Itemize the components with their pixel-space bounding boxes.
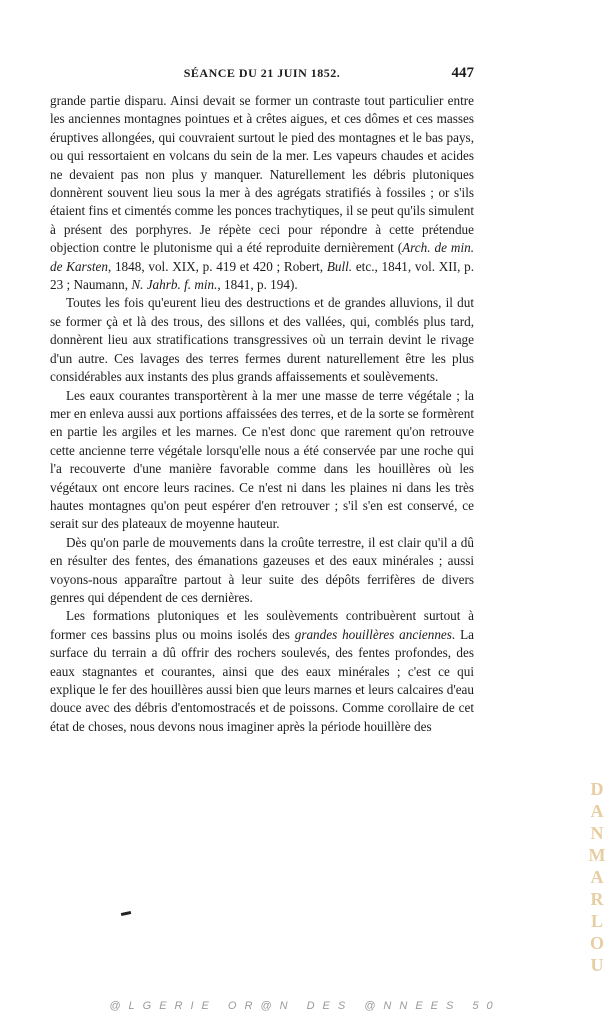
text-segment: . La surface du terrain a dû offrir des rochers soulevés, des fentes profondes, des eaux stagnantes et courantes, ainsi que des eaux minérales ; c'est ce qui explique le fer des houillères aussi bien que leurs marnes et leurs calcaires d'eau douce avec des débris d'entomostracés et de poissons. Comme corollaire de cet état de choses, nous devons nous imaginer après la période houillère des [50, 626, 474, 734]
paragraph [50, 92, 474, 294]
side-watermark: DANMARLOU [588, 779, 606, 975]
paragraph [50, 534, 474, 608]
ink-mark [121, 911, 131, 916]
text-segment: , 1848, vol. XIX, p. 419 et 420 ; Robert, [107, 258, 327, 274]
paragraph [50, 387, 474, 534]
page-header [50, 66, 474, 86]
text-segment: Les formations plutoniques et les soulèvements contribuèrent surtout à former ces bassins plus ou moins isolés des [50, 608, 474, 642]
paragraph [50, 294, 474, 386]
italic-reference: grandes houillères anciennes [294, 626, 452, 642]
text-segment: , 1841, p. 194). [217, 277, 298, 293]
text-segment: Toutes les fois qu'eurent lieu des destructions et de grandes alluvions, il dut se former çà et là des trous, des sillons et des vallées, qui, comblés plus tard, donnèrent lieu aux stratifications transgressives où un terrain devint le rivage d'un autre. Ces lavages des terres fermes durent naturellement être les plus considérables aux instants des plus grands affaissements et soulèvements. [50, 295, 474, 385]
italic-reference: Bull. [326, 258, 353, 274]
text-segment: etc., 1841, vol. XII, p. 23 ; Naumann, [50, 258, 474, 293]
text-segment: grande partie disparu. Ainsi devait se former un contraste tout particulier entre les anciennes montagnes pointues et à crêtes aigues, et ces dômes et ces masses éruptives allongées, qui couvraient surtout le pied des montagnes et le bas pays, ou qui ressortaient en volcans du sein de la mer. Les vapeurs chaudes et acides ne devaient pas non plus y manquer. Naturellement les débris plutoniques donnèrent souvent lieu sous la mer à des agrégats stratifiés à fossiles ; or s'ils étaient fins et cimentés comme les ponces trachytiques, il se peut qu'ils simulent à présent des porphyres. Je répète ceci pour répondre à cette prétendue objection contre le plutonisme qui a été reproduite dernièrement ( [50, 93, 474, 256]
italic-reference: N. Jahrb. f. min. [131, 277, 218, 293]
page-number: 447 [451, 65, 474, 81]
running-title: SÉANCE DU 21 JUIN 1852. [183, 66, 341, 80]
bottom-watermark: @LGERIE OR@N DES @NNEES 50 [109, 1000, 501, 1012]
text-segment: Dès qu'on parle de mouvements dans la croûte terrestre, il est clair qu'il a dû en résulter des fentes, des émanations gazeuses et des eaux minérales ; aussi voyons-nous apparaître partout à leur suite des dépôts ferrifères de divers genres qui dépendent de ces dernières. [50, 534, 474, 605]
italic-reference: Arch. de min. de Karsten [50, 240, 474, 274]
text-segment: Les eaux courantes transportèrent à la mer une masse de terre végétale ; la mer en enleva aussi aux portions affaissées des terres, et de la sorte se formèrent en partie les argiles et les marnes. Ce n'est donc que rarement qu'on retrouve cette ancienne terre végétale lorsqu'elle nous a été conservée par une roche qui l'a recouverte d'une manière favorable comme dans les houillères où les végétaux ont encore leurs racines. Ce n'est ni dans les plaines ni dans les très hautes montagnes qu'on peut espérer d'en retrouver ; s'il s'en est conservé, ce serait sur des plateaux de moyenne hauteur. [50, 387, 474, 532]
text-body [50, 92, 474, 736]
paragraph [50, 607, 474, 736]
